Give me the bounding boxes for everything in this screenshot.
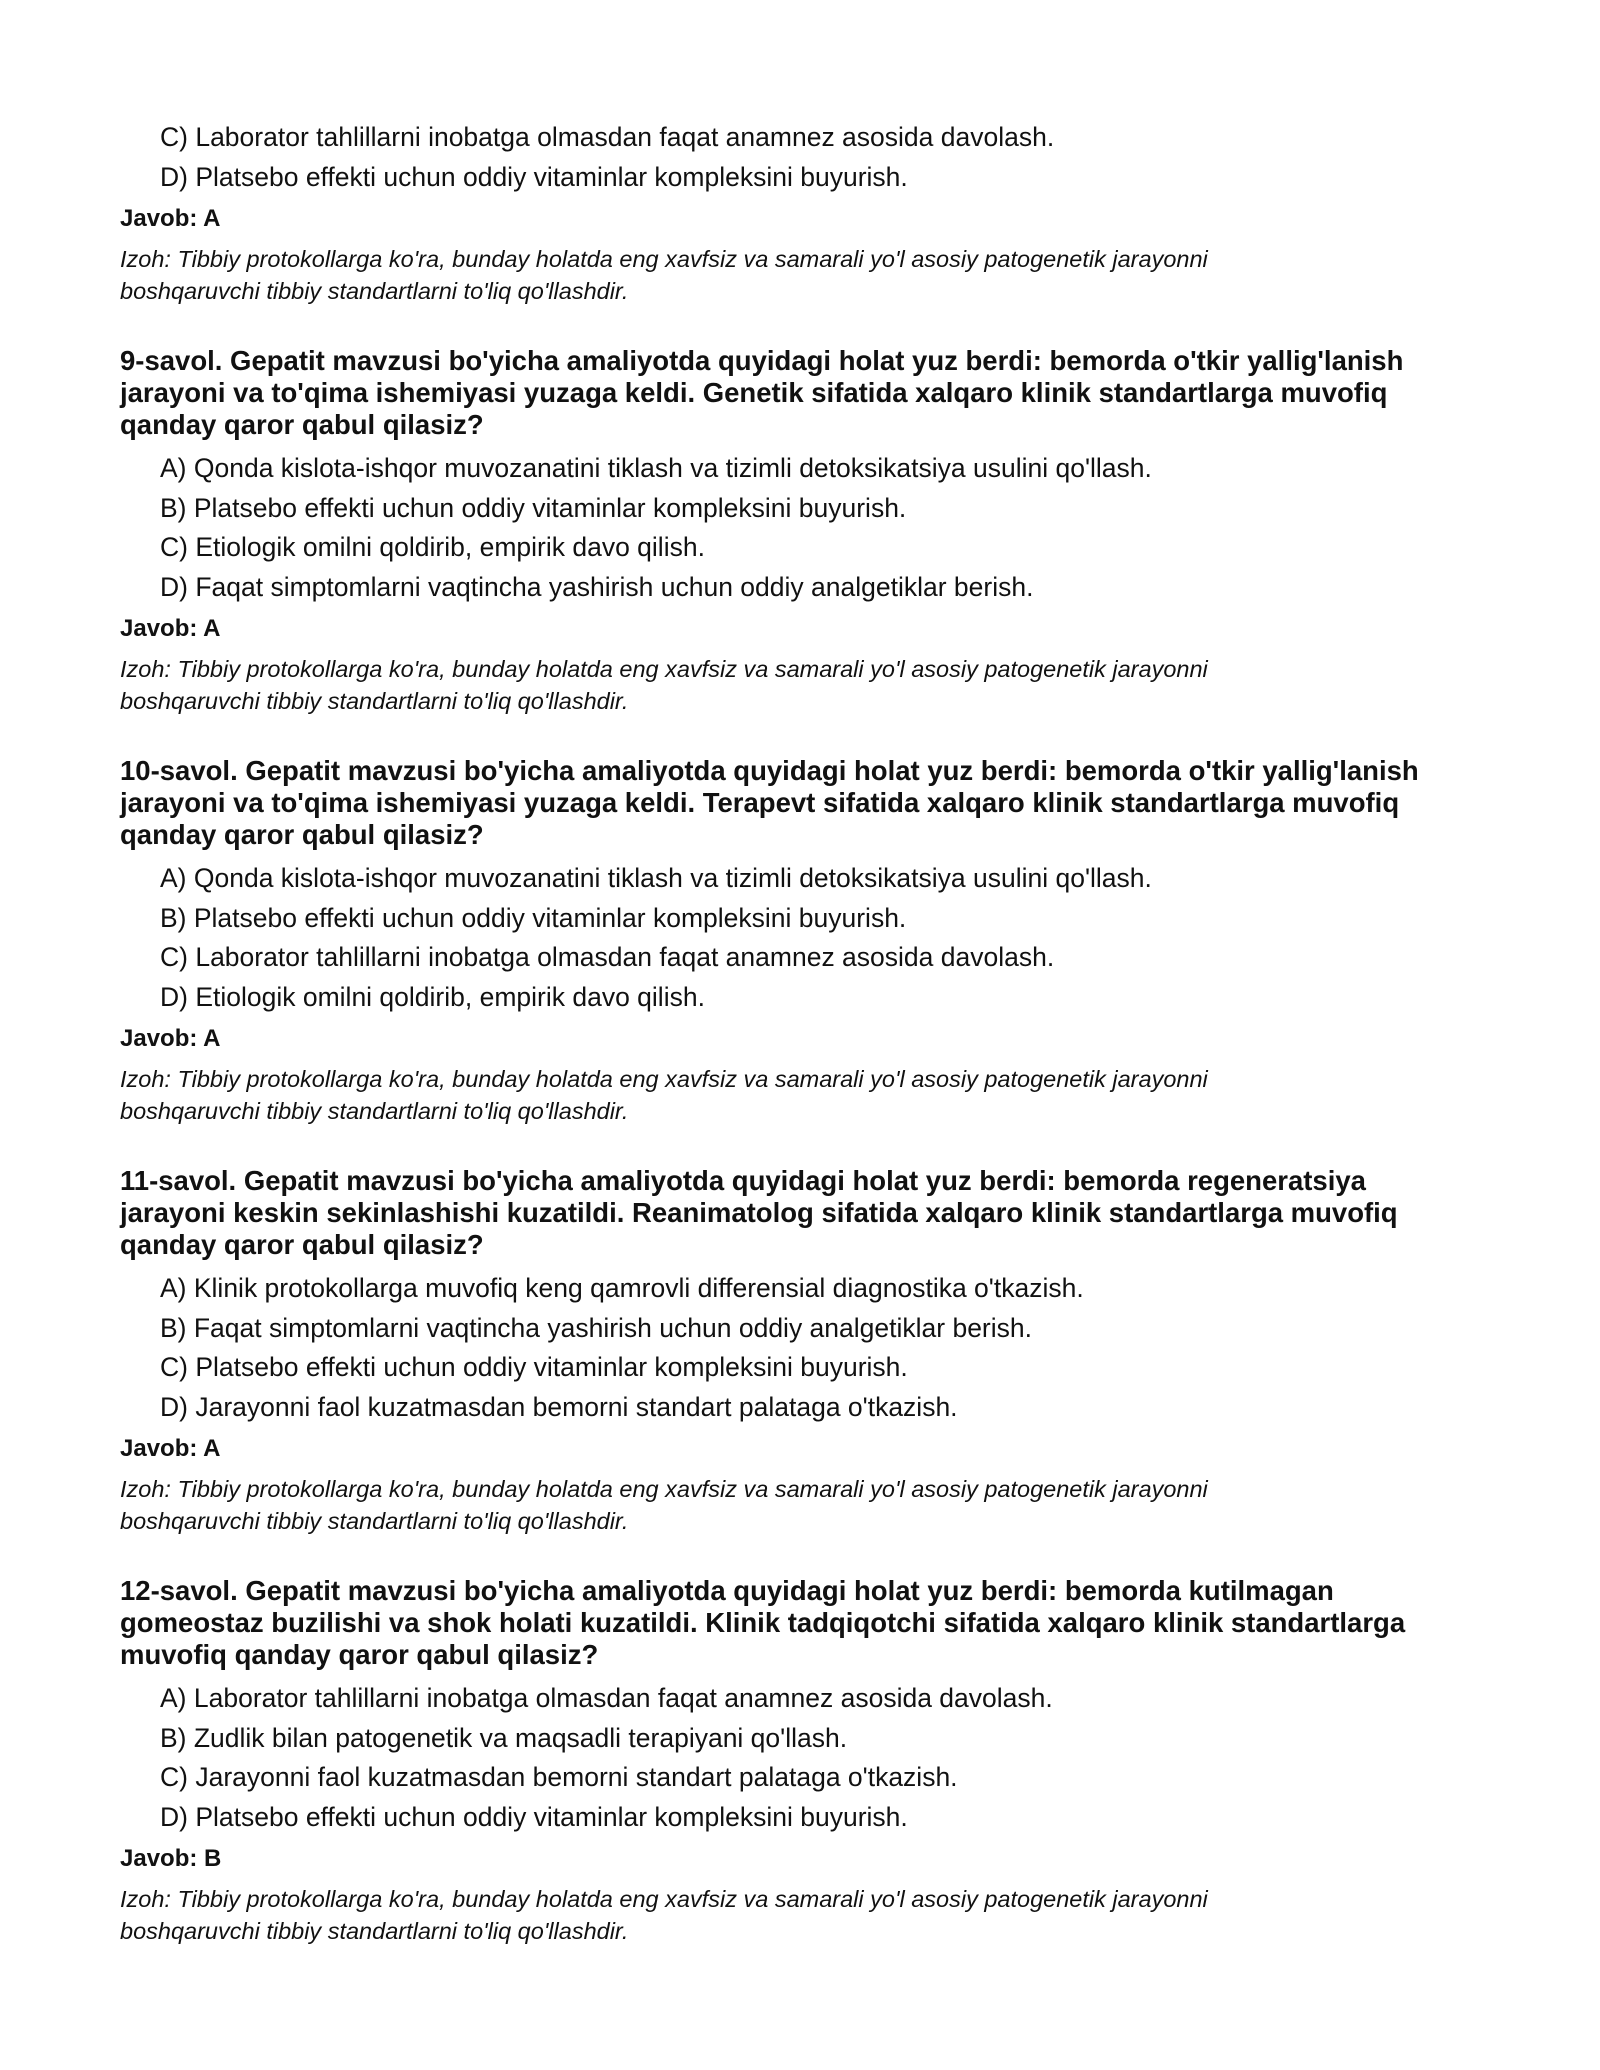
option-d: D) Platsebo effekti uchun oddiy vitaminlar kompleksini buyurish. [160,161,908,192]
question-line: 9-savol. Gepatit mavzusi bo'yicha amaliyotda quyidagi holat yuz berdi: bemorda o'tkir yallig'lanish [120,345,1404,376]
question-line: jarayoni va to'qima ishemiyasi yuzaga keldi. Terapevt sifatida xalqaro klinik standartlarga muvofiq [120,787,1400,818]
question-11 [120,1165,1490,1537]
explanation-line: boshqaruvchi tibbiy standartlarni to'liq qo'llashdir. [120,1508,629,1534]
explanation-note [120,1063,1490,1127]
question-text [120,1575,1490,1671]
explanation-line: Izoh: Tibbiy protokollarga ko'ra, bunday holatda eng xavfsiz va samarali yo'l asosiy patogenetik jarayonni [120,1476,1208,1502]
option-a: A) Qonda kislota-ishqor muvozanatini tiklash va tizimli detoksikatsiya usulini qo'llash. [160,453,1152,483]
question-line: 10-savol. Gepatit mavzusi bo'yicha amaliyotda quyidagi holat yuz berdi: bemorda o'tkir yallig'lanish [120,755,1419,786]
option-b: B) Platsebo effekti uchun oddiy vitaminlar kompleksini buyurish. [160,902,907,933]
options-list [120,1679,1490,1837]
option-b: B) Zudlik bilan patogenetik va maqsadli terapiyani qo'llash. [160,1722,848,1753]
option-d: D) Platsebo effekti uchun oddiy vitaminlar kompleksini buyurish. [160,1801,908,1832]
option-a: A) Laborator tahlillarni inobatga olmasdan faqat anamnez asosida davolash. [160,1683,1053,1713]
options-list [120,1269,1490,1427]
explanation-note [120,1883,1490,1947]
explanation-line: boshqaruvchi tibbiy standartlarni to'liq qo'llashdir. [120,1098,629,1124]
option-b: B) Faqat simptomlarni vaqtincha yashirish uchun oddiy analgetiklar berish. [160,1312,1032,1343]
answer-label: Javob: A [120,1435,221,1462]
answer-label: Javob: A [120,615,221,642]
option-a: A) Qonda kislota-ishqor muvozanatini tiklash va tizimli detoksikatsiya usulini qo'llash. [160,863,1152,893]
question-line: 12-savol. Gepatit mavzusi bo'yicha amaliyotda quyidagi holat yuz berdi: bemorda kutilmagan [120,1575,1334,1606]
question-line: 11-savol. Gepatit mavzusi bo'yicha amaliyotda quyidagi holat yuz berdi: bemorda regeneratsiya [120,1165,1366,1196]
question-line: qanday qaror qabul qilasiz? [120,409,484,440]
option-b: B) Platsebo effekti uchun oddiy vitaminlar kompleksini buyurish. [160,492,907,523]
options-list [120,859,1490,1017]
question-line: jarayoni va to'qima ishemiyasi yuzaga keldi. Genetik sifatida xalqaro klinik standartlarga muvofiq [120,377,1388,408]
question-9 [120,345,1490,717]
question-12 [120,1575,1490,1947]
explanation-line: Izoh: Tibbiy protokollarga ko'ra, bunday holatda eng xavfsiz va samarali yo'l asosiy patogenetik jarayonni [120,246,1208,272]
answer-label: Javob: A [120,1025,221,1052]
explanation-note [120,243,1490,307]
question-text [120,755,1490,851]
document-page [120,118,1490,1947]
question-text [120,1165,1490,1261]
question-line: gomeostaz buzilishi va shok holati kuzatildi. Klinik tadqiqotchi sifatida xalqaro klinik standartlarga [120,1607,1406,1638]
explanation-note [120,1473,1490,1537]
answer-label: Javob: B [120,1845,222,1872]
question-line: qanday qaror qabul qilasiz? [120,819,484,850]
explanation-line: boshqaruvchi tibbiy standartlarni to'liq qo'llashdir. [120,278,629,304]
answer-label: Javob: A [120,205,221,232]
option-c: C) Platsebo effekti uchun oddiy vitaminlar kompleksini buyurish. [160,1352,908,1382]
explanation-line: Izoh: Tibbiy protokollarga ko'ra, bunday holatda eng xavfsiz va samarali yo'l asosiy patogenetik jarayonni [120,656,1208,682]
question-line: qanday qaror qabul qilasiz? [120,1229,484,1260]
explanation-line: boshqaruvchi tibbiy standartlarni to'liq qo'llashdir. [120,1918,629,1944]
option-a: A) Klinik protokollarga muvofiq keng qamrovli differensial diagnostika o'tkazish. [160,1273,1084,1303]
question-text [120,345,1490,441]
explanation-line: Izoh: Tibbiy protokollarga ko'ra, bunday holatda eng xavfsiz va samarali yo'l asosiy patogenetik jarayonni [120,1066,1208,1092]
option-c: C) Etiologik omilni qoldirib, empirik davo qilish. [160,532,705,562]
question-line: jarayoni keskin sekinlashishi kuzatildi. Reanimatolog sifatida xalqaro klinik standartlarga muvofiq [120,1197,1398,1228]
question-line: muvofiq qanday qaror qabul qilasiz? [120,1639,599,1670]
question-8-tail [120,118,1490,307]
option-d: D) Jarayonni faol kuzatmasdan bemorni standart palataga o'tkazish. [160,1391,958,1422]
explanation-note [120,653,1490,717]
options-list [120,118,1490,197]
option-c: C) Laborator tahlillarni inobatga olmasdan faqat anamnez asosida davolash. [160,122,1055,152]
option-d: D) Faqat simptomlarni vaqtincha yashirish uchun oddiy analgetiklar berish. [160,571,1034,602]
question-10 [120,755,1490,1127]
options-list [120,449,1490,607]
explanation-line: boshqaruvchi tibbiy standartlarni to'liq qo'llashdir. [120,688,629,714]
option-c: C) Laborator tahlillarni inobatga olmasdan faqat anamnez asosida davolash. [160,942,1055,972]
option-c: C) Jarayonni faol kuzatmasdan bemorni standart palataga o'tkazish. [160,1762,958,1792]
option-d: D) Etiologik omilni qoldirib, empirik davo qilish. [160,981,705,1012]
explanation-line: Izoh: Tibbiy protokollarga ko'ra, bunday holatda eng xavfsiz va samarali yo'l asosiy patogenetik jarayonni [120,1886,1208,1912]
